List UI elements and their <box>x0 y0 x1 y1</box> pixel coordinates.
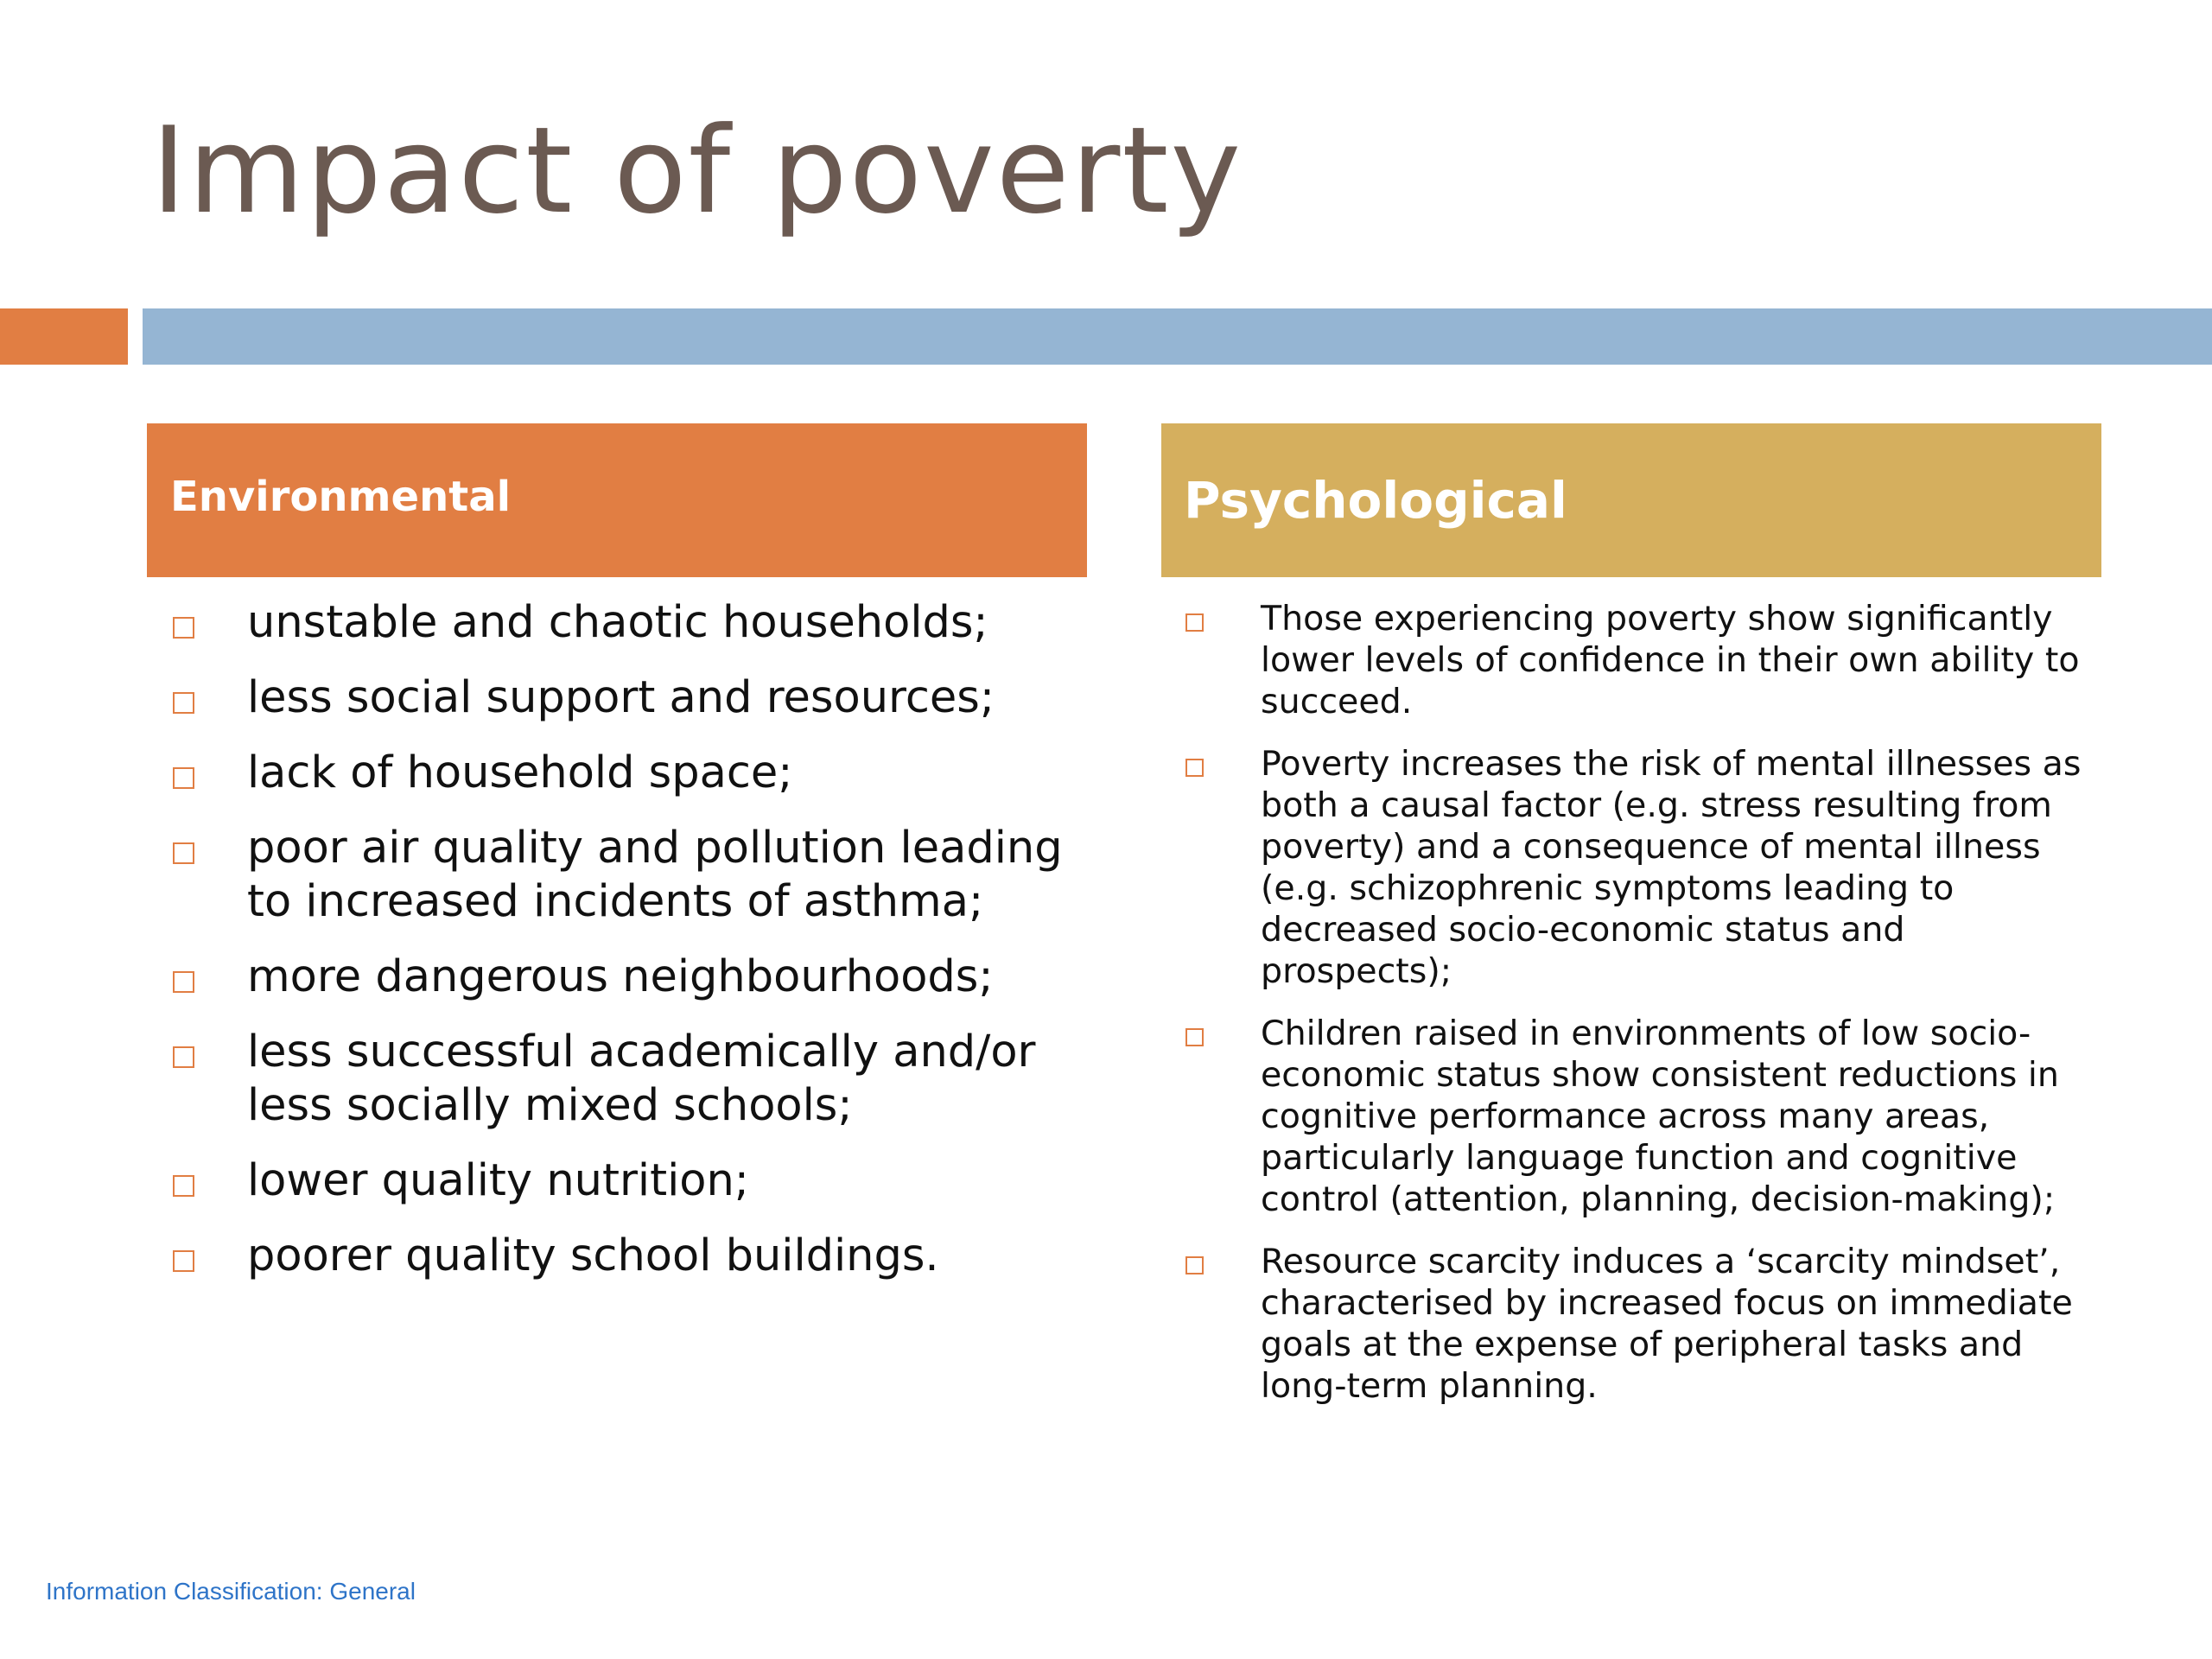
environmental-list <box>173 596 1106 1305</box>
square-bullet-icon <box>1185 613 1204 632</box>
square-bullet-icon <box>173 842 194 864</box>
square-bullet-icon <box>1185 1028 1204 1046</box>
psychological-list <box>1185 598 2106 1427</box>
list-item <box>1185 598 2106 722</box>
square-bullet-icon <box>173 971 194 993</box>
list-item <box>173 950 1106 1004</box>
list-item-text: lack of household space; <box>247 747 793 798</box>
square-bullet-icon <box>173 1046 194 1068</box>
square-bullet-icon <box>173 1175 194 1197</box>
title-divider-bar <box>143 308 2212 365</box>
list-item <box>1185 1241 2106 1407</box>
environmental-header <box>147 423 1087 577</box>
list-item-text: Those experiencing poverty show significantly lower levels of confidence in their own ability to succeed. <box>1261 599 2080 721</box>
square-bullet-icon <box>173 1250 194 1272</box>
list-item-text: poor air quality and pollution leading to increased incidents of asthma; <box>247 823 1063 927</box>
list-item-text: Poverty increases the risk of mental illnesses as both a causal factor (e.g. stress resulting from poverty) and a consequence of mental illness (e.g. schizophrenic symptoms leading to decreased socio-economic status and prospects); <box>1261 744 2082 991</box>
list-item-text: less social support and resources; <box>247 672 995 723</box>
list-item <box>173 822 1106 929</box>
list-item-text: unstable and chaotic households; <box>247 597 988 648</box>
list-item <box>173 1154 1106 1208</box>
psychological-header <box>1161 423 2101 577</box>
list-item-text: Children raised in environments of low socio-economic status show consistent reductions in cognitive performance across many areas, particularly language function and cognitive control (attention, planning, decision-making); <box>1261 1014 2059 1219</box>
list-item <box>173 671 1106 725</box>
list-item <box>1185 743 2106 992</box>
square-bullet-icon <box>173 617 194 639</box>
square-bullet-icon <box>1185 759 1204 777</box>
title-accent-bar <box>0 308 128 365</box>
psychological-heading: Psychological <box>1184 471 1567 530</box>
list-item <box>173 1026 1106 1133</box>
list-item <box>1185 1013 2106 1220</box>
list-item-text: lower quality nutrition; <box>247 1155 749 1206</box>
list-item-text: poorer quality school buildings. <box>247 1230 939 1281</box>
information-classification: Information Classification: General <box>46 1578 416 1605</box>
list-item <box>173 747 1106 800</box>
list-item <box>173 596 1106 650</box>
list-item-text: more dangerous neighbourhoods; <box>247 951 994 1002</box>
square-bullet-icon <box>173 767 194 789</box>
list-item-text: less successful academically and/or less socially mixed schools; <box>247 1027 1036 1131</box>
slide-title: Impact of poverty <box>151 101 1243 240</box>
environmental-heading: Environmental <box>170 473 512 521</box>
list-item <box>173 1230 1106 1283</box>
list-item-text: Resource scarcity induces a ‘scarcity mindset’, characterised by increased focus on immediate goals at the expense of peripheral tasks and long-term planning. <box>1261 1242 2073 1406</box>
square-bullet-icon <box>1185 1256 1204 1274</box>
square-bullet-icon <box>173 692 194 714</box>
